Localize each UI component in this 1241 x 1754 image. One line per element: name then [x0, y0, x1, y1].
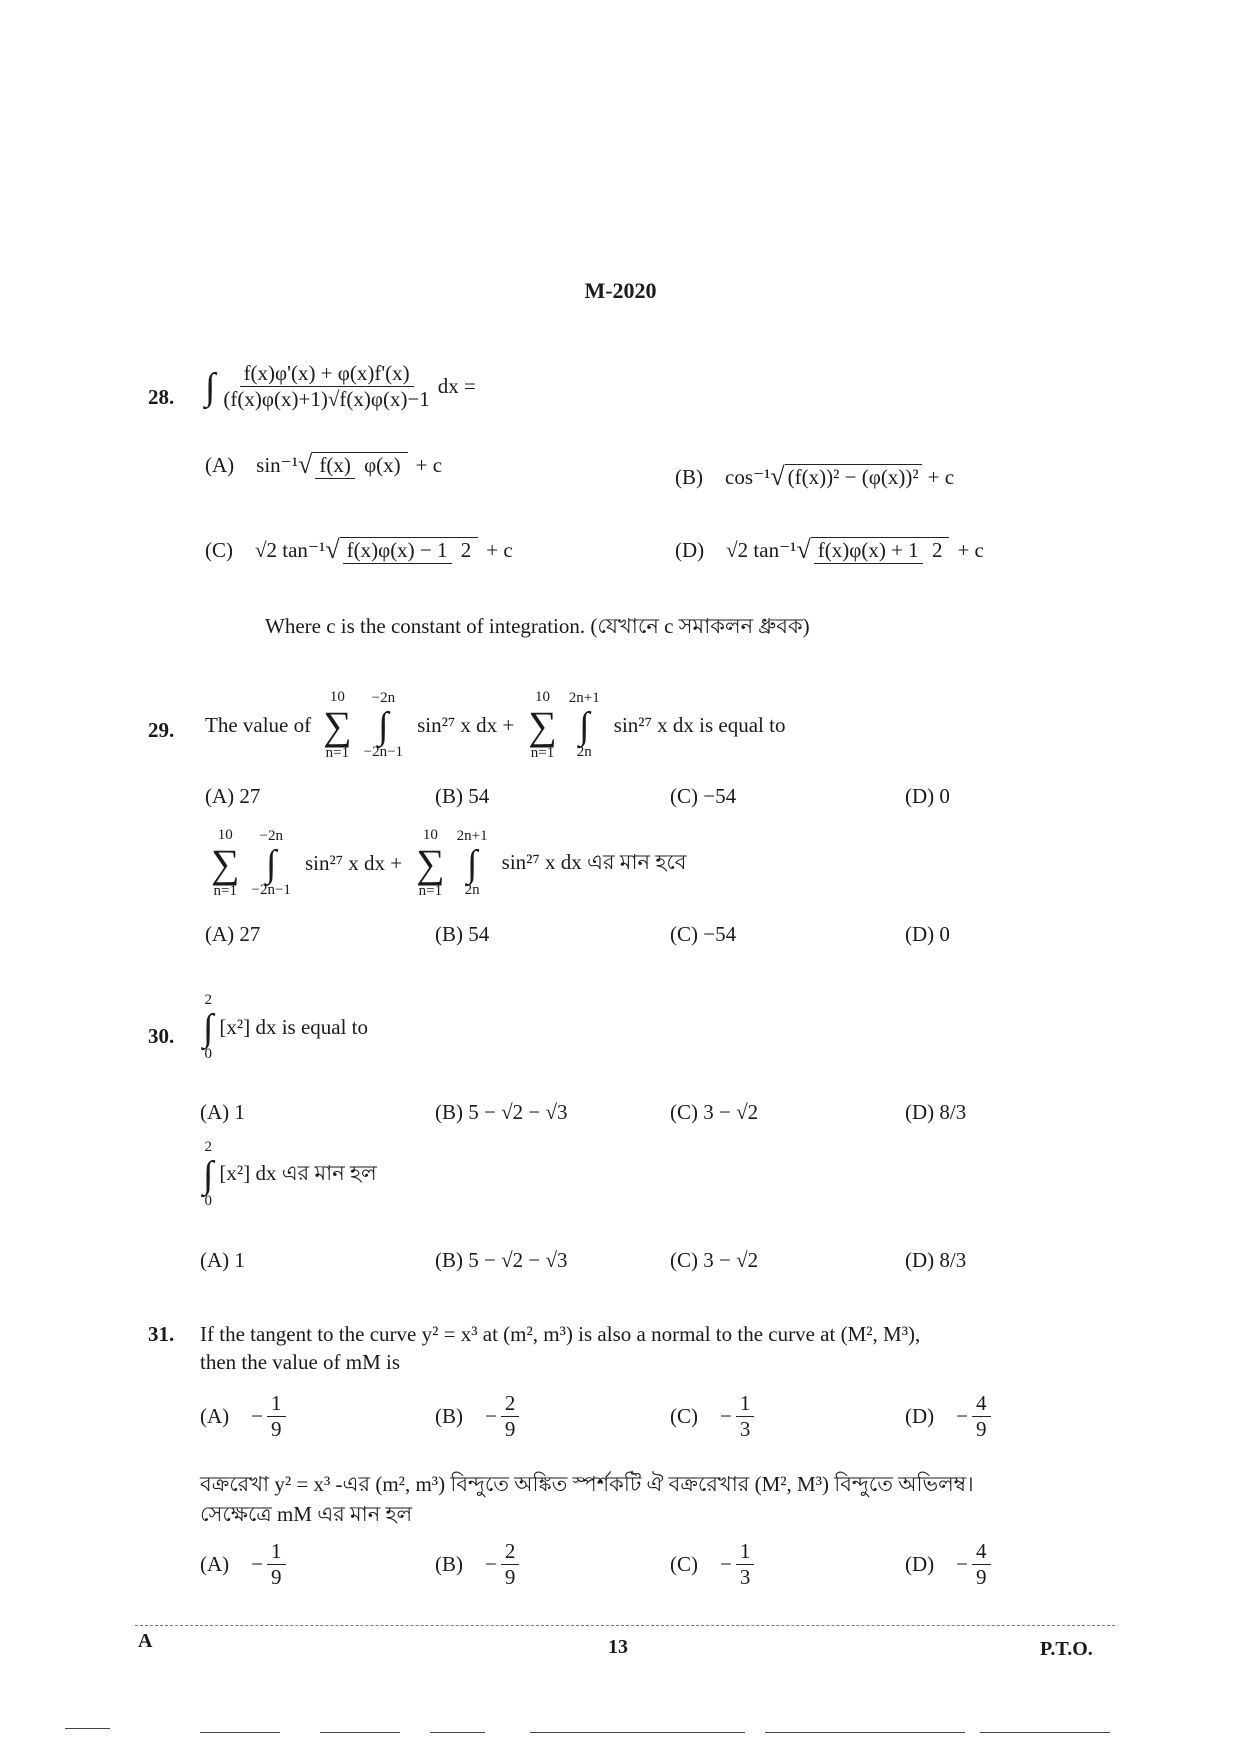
int-upper: −2n: [371, 690, 396, 706]
sum-lower: n=1: [530, 744, 555, 761]
q29-int-1: [364, 691, 403, 761]
q30-option-a: (A) 1: [200, 1100, 245, 1124]
q31-option-c: [670, 1392, 758, 1441]
q28-option-a: [205, 450, 442, 480]
frac-num: 2: [501, 1540, 520, 1565]
q28-b-radicand: (f(x))² − (φ(x))²: [785, 464, 922, 490]
q28-integrand: [219, 362, 433, 411]
option-label: (C): [205, 537, 233, 562]
integral-sign: ∫: [378, 704, 389, 747]
q28-c-num: f(x)φ(x) − 1: [343, 538, 452, 564]
question-29-stem: [205, 690, 785, 762]
q29-bn-term: sin²⁷ x dx +: [304, 851, 403, 876]
sum-upper: 10: [217, 827, 233, 843]
option-label: (A): [205, 452, 235, 477]
integral-sign: ∫: [466, 842, 478, 885]
q28-d-radicand: [811, 537, 950, 563]
q31-bn-line2: সেক্ষেত্রে mM এর মান হল: [200, 1502, 413, 1526]
q28-c-radicand: [340, 537, 479, 563]
q28-a-tail: + c: [415, 452, 443, 477]
int-upper: −2n: [259, 828, 283, 844]
sigma-symbol: ∑: [323, 702, 352, 748]
q29-sum-2: [528, 690, 557, 762]
q28-b-tail: + c: [927, 464, 955, 489]
q28-integrand-numerator: f(x)φ'(x) + φ(x)f'(x): [240, 362, 414, 387]
q31-line1: If the tangent to the curve y² = x³ at (m², m³) is also a normal to the curve at (M², M³),: [200, 1322, 921, 1346]
q31-bn-c-frac: [736, 1540, 755, 1589]
int-upper: 2n+1: [568, 690, 600, 706]
q29-option-c: (C) −54: [670, 784, 737, 808]
q29-bn-sum-2: [416, 828, 445, 900]
option-label: (B): [435, 1404, 463, 1429]
minus-sign: −: [956, 1404, 968, 1429]
sum-lower: n=1: [325, 744, 350, 761]
int-lower: 2n: [576, 743, 592, 760]
sum-lower: n=1: [418, 882, 443, 899]
frac-den: 9: [504, 1565, 516, 1590]
q28-c-den: 2: [460, 538, 472, 562]
q30-int: [203, 993, 213, 1063]
q29-bn-option-a: (A) 27: [205, 922, 261, 946]
scan-line: [430, 1732, 485, 1733]
option-label: (C): [670, 1552, 698, 1577]
q29-int-2: [569, 691, 600, 761]
q30-bn-option-b: (B) 5 − √2 − √3: [435, 1248, 568, 1272]
int-lower: −2n−1: [251, 881, 291, 898]
frac-num: 4: [972, 1540, 991, 1565]
q29-option-a: (A) 27: [205, 784, 261, 808]
footer-set-code: A: [138, 1630, 153, 1652]
int-lower: 0: [204, 1045, 212, 1062]
minus-sign: −: [251, 1552, 263, 1577]
q31-option-a: [200, 1392, 290, 1441]
option-label: (C): [670, 1404, 698, 1429]
q31-bn-line1: বক্ররেখা y² = x³ -এর (m², m³) বিন্দুতে অঙ্কিত স্পর্শকটি ঐ বক্ররেখার (M², M³) বিন্দুতে অভিলম্ব।: [200, 1472, 974, 1496]
question-31-number: 31.: [148, 1322, 175, 1346]
question-30-number: 30.: [148, 1024, 175, 1048]
minus-sign: −: [251, 1404, 263, 1429]
int-upper: 2n+1: [456, 828, 488, 844]
integral-sign: ∫: [579, 704, 590, 747]
option-label: (B): [435, 1552, 463, 1577]
sqrt-symbol: √: [796, 535, 811, 564]
frac-num: 1: [736, 1540, 755, 1565]
sum-upper: 10: [422, 827, 438, 843]
q31-c-frac: [736, 1392, 755, 1441]
int-upper: 2: [204, 992, 212, 1008]
question-30-stem-bn: [203, 1140, 377, 1210]
q31-a-frac: [267, 1392, 286, 1441]
sum-upper: 10: [329, 689, 345, 705]
q31-bn-d-frac: [972, 1540, 991, 1589]
int-lower: −2n−1: [363, 743, 404, 760]
q28-option-d: [675, 535, 984, 565]
q31-d-frac: [972, 1392, 991, 1441]
q29-bn-int-2: [457, 829, 488, 899]
q28-a-num: f(x): [315, 453, 354, 479]
sqrt-symbol: √: [325, 535, 340, 564]
frac-num: 1: [736, 1392, 755, 1417]
q30-option-d: (D) 8/3: [905, 1100, 967, 1124]
q28-note: Where c is the constant of integration. (যেখানে c সমাকলন ধ্রুবক): [265, 614, 810, 638]
scan-line: [320, 1732, 400, 1733]
sum-lower: n=1: [213, 882, 237, 899]
q28-a-den: φ(x): [364, 453, 401, 477]
scan-line: [65, 1728, 110, 1729]
q29-option-d: (D) 0: [905, 784, 950, 808]
q31-option-b: [435, 1392, 523, 1441]
frac-num: 4: [972, 1392, 991, 1417]
minus-sign: −: [720, 1404, 732, 1429]
frac-den: 3: [739, 1417, 751, 1442]
int-lower: 0: [204, 1192, 212, 1209]
footer-page-number: 13: [608, 1636, 628, 1658]
q30-bn-body: [x²] dx এর মান হল: [219, 1161, 377, 1186]
option-label: (D): [905, 1552, 935, 1577]
minus-sign: −: [956, 1552, 968, 1577]
option-label: (A): [200, 1552, 230, 1577]
int-lower: 2n: [464, 881, 480, 898]
minus-sign: −: [485, 1404, 497, 1429]
q31-bn-option-c: [670, 1540, 758, 1589]
q28-d-den: 2: [931, 538, 943, 562]
q30-bn-option-c: (C) 3 − √2: [670, 1248, 759, 1272]
q30-option-b: (B) 5 − √2 − √3: [435, 1100, 568, 1124]
q31-line2: then the value of mM is: [200, 1350, 401, 1374]
integral-sign: ∫: [203, 1006, 214, 1049]
scan-line: [530, 1732, 745, 1733]
int-upper: 2: [204, 1139, 212, 1155]
q30-bn-int: [203, 1140, 213, 1210]
q30-bn-option-a: (A) 1: [200, 1248, 245, 1272]
footer-divider: [135, 1625, 1115, 1626]
q28-integrand-denominator: (f(x)φ(x)+1)√f(x)φ(x)−1: [223, 387, 430, 412]
option-label: (A): [200, 1404, 230, 1429]
q31-bn-option-d: [905, 1540, 995, 1589]
q28-a-radicand: [312, 452, 407, 478]
minus-sign: −: [720, 1552, 732, 1577]
sigma-symbol: ∑: [416, 840, 445, 886]
question-29-number: 29.: [148, 718, 175, 742]
question-29-stem-bn: [205, 828, 687, 900]
q30-option-c: (C) 3 − √2: [670, 1100, 759, 1124]
question-28-stem: [205, 362, 476, 411]
q28-c-prefix: √2 tan⁻¹: [255, 537, 326, 562]
q31-bn-option-a: [200, 1540, 290, 1589]
q29-bn-term2: sin²⁷ x dx এর মান হবে: [501, 850, 687, 875]
q28-c-tail: + c: [486, 537, 513, 562]
q30-body: [x²] dx is equal to: [219, 1015, 369, 1040]
q31-bn-a-frac: [267, 1540, 286, 1589]
question-28-number: 28.: [148, 385, 175, 409]
page-header: M-2020: [584, 278, 657, 303]
q29-option-b: (B) 54: [435, 784, 490, 808]
q29-term: sin²⁷ x dx +: [417, 713, 515, 738]
integral-sign: ∫: [205, 365, 216, 408]
question-30-stem: [203, 993, 368, 1063]
q29-bn-option-d: (D) 0: [905, 922, 950, 946]
q28-option-c: [205, 535, 513, 565]
q29-term2: sin²⁷ x dx is equal to: [613, 713, 786, 738]
frac-num: 1: [267, 1540, 286, 1565]
q28-d-prefix: √2 tan⁻¹: [726, 537, 797, 562]
frac-den: 9: [271, 1417, 282, 1442]
q28-d-tail: + c: [957, 537, 984, 562]
sum-upper: 10: [535, 689, 551, 705]
option-label: (D): [905, 1404, 935, 1429]
q29-bn-option-c: (C) −54: [670, 922, 737, 946]
frac-num: 2: [501, 1392, 520, 1417]
sqrt-symbol: √: [770, 462, 785, 491]
frac-den: 9: [504, 1417, 516, 1442]
q28-d-num: f(x)φ(x) + 1: [814, 538, 923, 564]
q29-bn-int-1: [252, 829, 291, 899]
footer-pto: P.T.O.: [1040, 1638, 1093, 1660]
q31-option-d: [905, 1392, 995, 1441]
sigma-symbol: ∑: [211, 840, 240, 886]
q28-a-fn: sin⁻¹: [256, 452, 299, 477]
sigma-symbol: ∑: [528, 702, 557, 748]
frac-den: 9: [976, 1565, 987, 1590]
frac-num: 1: [267, 1392, 286, 1417]
q30-bn-option-d: (D) 8/3: [905, 1248, 967, 1272]
q28-option-b: [675, 462, 954, 492]
q31-b-frac: [501, 1392, 520, 1441]
q31-bn-option-b: [435, 1540, 523, 1589]
frac-den: 9: [976, 1417, 987, 1442]
q29-lead: The value of: [205, 713, 312, 738]
q28-dx: dx =: [437, 374, 476, 399]
q29-sum-1: [323, 690, 352, 762]
q29-bn-sum-1: [211, 828, 240, 900]
scan-line: [200, 1732, 280, 1733]
scan-line: [980, 1732, 1110, 1733]
sqrt-symbol: √: [298, 450, 313, 479]
scan-line: [765, 1732, 965, 1733]
option-label: (D): [675, 537, 705, 562]
frac-den: 9: [271, 1565, 282, 1590]
q31-bn-b-frac: [501, 1540, 520, 1589]
integral-sign: ∫: [266, 842, 277, 885]
q28-b-fn: cos⁻¹: [725, 464, 771, 489]
option-label: (B): [675, 464, 703, 489]
minus-sign: −: [485, 1552, 497, 1577]
integral-sign: ∫: [203, 1153, 214, 1196]
frac-den: 3: [739, 1565, 751, 1590]
q29-bn-option-b: (B) 54: [435, 922, 490, 946]
